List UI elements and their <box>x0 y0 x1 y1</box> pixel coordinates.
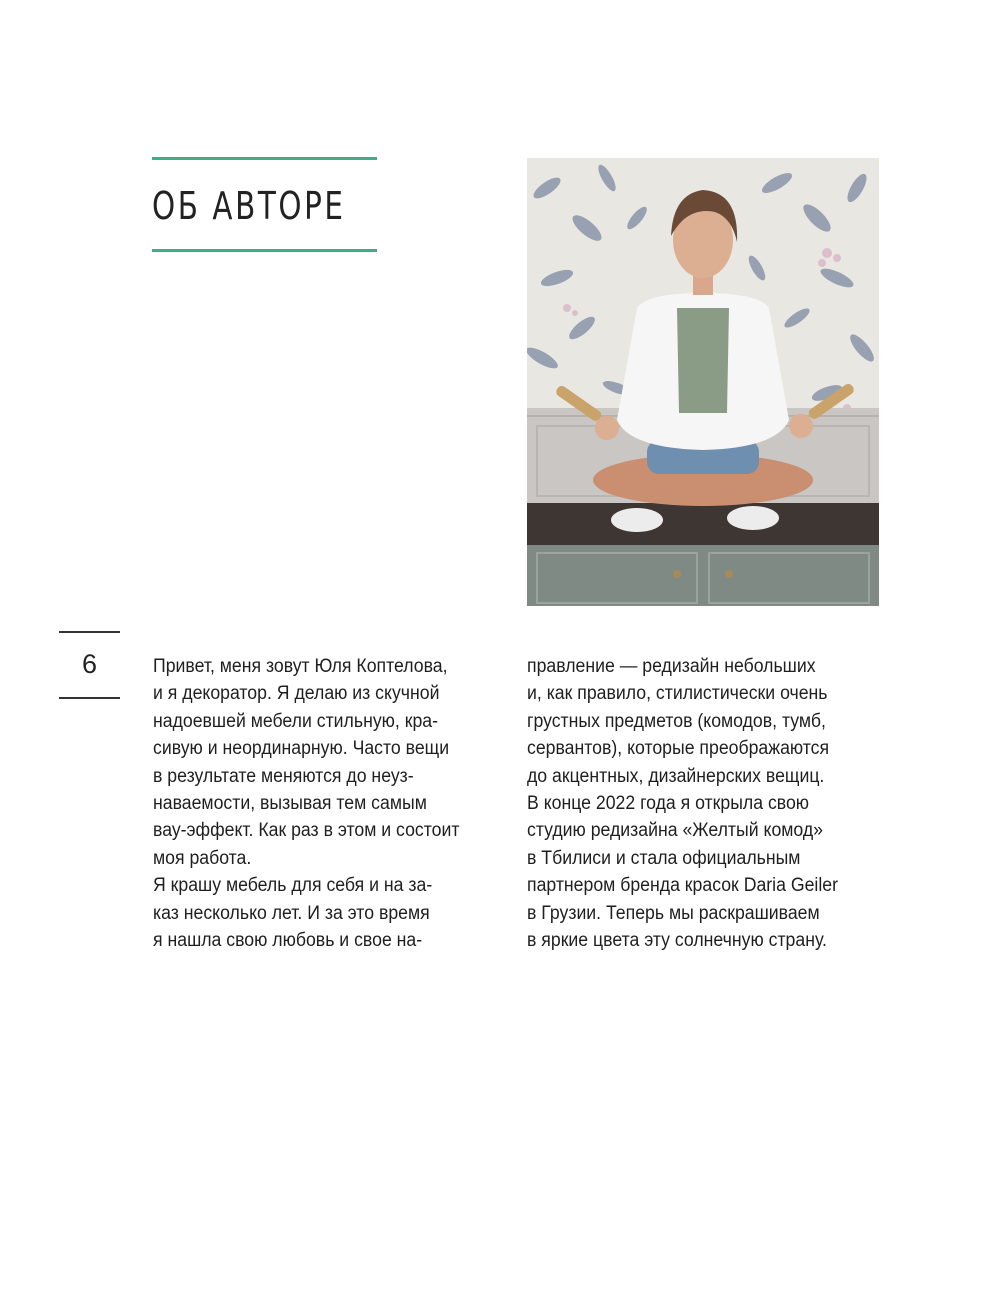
page-title: ОБ АВТОРЕ <box>152 184 346 228</box>
text-line: наваемости, вызывая тем самым <box>153 793 427 815</box>
text-line: в результате меняются до неуз- <box>153 765 414 787</box>
section-header <box>152 157 377 252</box>
text-line: моя работа. <box>153 847 252 869</box>
text-line: Я крашу мебель для себя и на за- <box>153 875 433 897</box>
page-number-bottom-rule <box>59 697 120 699</box>
text-line: правление — редизайн небольших <box>527 656 816 677</box>
text-line: в Грузии. Теперь мы раскрашиваем <box>527 902 820 924</box>
text-line: Привет, меня зовут Юля Коптелова, <box>153 656 448 677</box>
text-line: до акцентных, дизайнерских вещиц. <box>527 765 825 787</box>
header-bottom-rule <box>152 249 377 252</box>
text-line: студию редизайна «Желтый комод» <box>527 820 824 842</box>
body-column-left <box>153 653 513 954</box>
text-line: в яркие цвета эту солнечную страну. <box>527 930 827 952</box>
text-line: В конце 2022 года я открыла свою <box>527 793 810 815</box>
body-column-right <box>527 653 887 954</box>
text-line: сервантов), которые преображаются <box>527 738 830 760</box>
page-number: 6 <box>81 649 98 679</box>
text-line: партнером бренда красок Daria Geiler <box>527 875 838 897</box>
text-line: грустных предметов (комодов, тумб, <box>527 710 826 732</box>
header-top-rule <box>152 157 377 160</box>
text-line: надоевшей мебели стильную, кра- <box>153 710 439 732</box>
text-line: я нашла свою любовь и свое на- <box>153 930 423 952</box>
text-line: сивую и неординарную. Часто вещи <box>153 738 450 760</box>
text-line: и, как правило, стилистически очень <box>527 683 828 705</box>
text-line: в Тбилиси и стала официальным <box>527 847 801 869</box>
text-line: каз несколько лет. И за это время <box>153 902 430 924</box>
text-line: и я декоратор. Я делаю из скучной <box>153 683 440 705</box>
author-photo <box>527 158 879 606</box>
text-line: вау-эффект. Как раз в этом и состоит <box>153 820 460 842</box>
page-number-block <box>59 631 120 699</box>
